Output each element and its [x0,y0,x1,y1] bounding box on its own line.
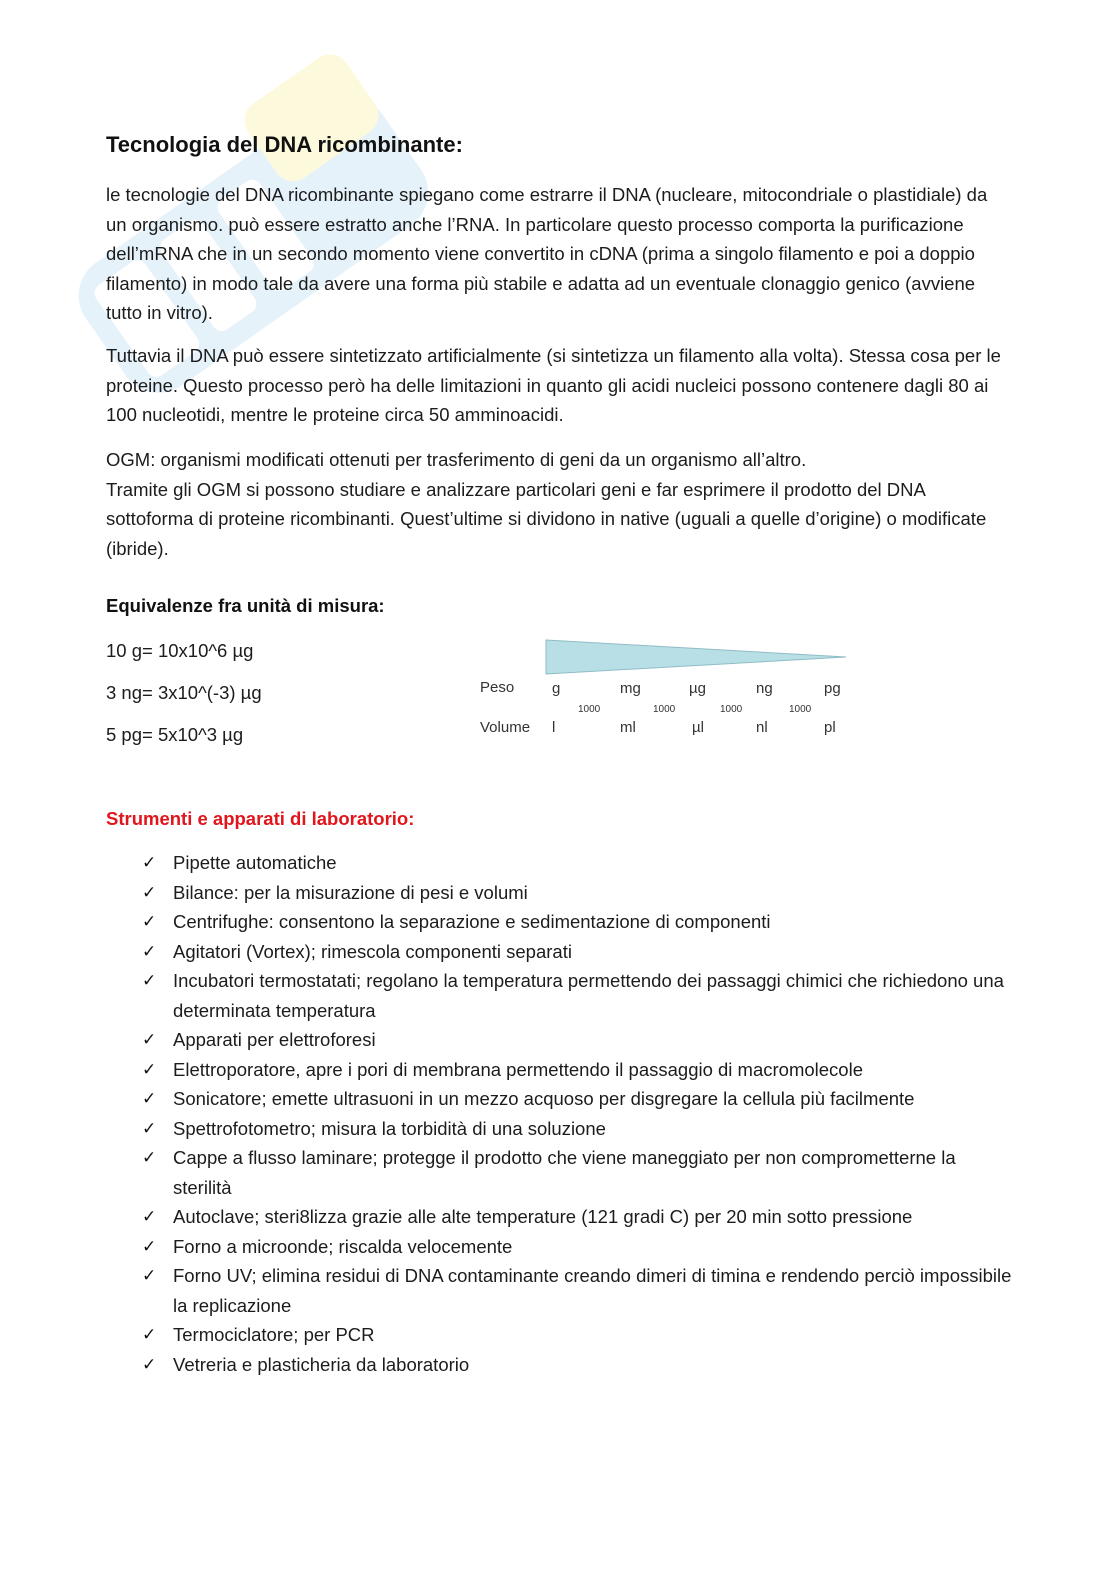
list-item [142,878,1012,908]
checkmark-icon: ✓ [142,882,157,902]
list-item [142,1025,1012,1055]
list-item-text: Cappe a flusso laminare; protegge il prodotto che viene maneggiato per non comprometterne la sterilità [173,1147,956,1198]
volume-unit: ml [620,719,636,736]
checkmark-icon: ✓ [142,941,157,961]
list-item [142,1350,1012,1380]
conversion-factor: 1000 [653,704,676,715]
list-item [142,1232,1012,1262]
volume-unit: µl [692,719,704,736]
volume-unit: pl [824,719,836,736]
list-item-text: Centrifughe: consentono la separazione e sedimentazione di componenti [173,911,771,932]
list-item-text: Agitatori (Vortex); rimescola componenti separati [173,940,572,962]
instruments-list [142,848,1012,1379]
checkmark-icon: ✓ [142,1148,157,1167]
peso-unit: ng [756,680,773,697]
list-item-text: Incubatori termostatati; regolano la temperatura permettendo dei passaggi chimici che richiedono una determinata temperatura [173,970,1004,1021]
list-item-text: Forno a microonde; riscalda velocemente [173,1235,513,1257]
conversion-factor: 1000 [578,704,601,715]
list-item-text: Elettroporatore, apre i pori di membrana permettendo il passaggio di macromolecole [173,1058,863,1080]
checkmark-icon: ✓ [142,853,157,872]
list-item [142,966,1012,1025]
volume-label: Volume [480,719,531,736]
page-title: Tecnologia del DNA ricombinante: [106,132,463,157]
list-item [142,848,1012,878]
checkmark-icon: ✓ [142,1236,157,1256]
ogm-description: Tramite gli OGM si possono studiare e analizzare particolari geni e far esprimere il prodotto del DNA sottoforma di proteine ricombinanti. Quest’ultime si dividono in native (uguali a quelle d’origine) o modificate (ibride). [106,478,987,559]
list-item [142,1261,1012,1320]
checkmark-icon: ✓ [142,1207,157,1226]
equivalence-3: 5 pg= 5x10^3 µg [106,724,244,745]
checkmark-icon: ✓ [142,1118,157,1138]
list-item [142,1202,1012,1232]
conversion-factor: 1000 [789,704,812,715]
list-item-text: Bilance: per la misurazione di pesi e volumi [173,881,528,903]
list-item [142,1055,1012,1085]
conversion-factor: 1000 [720,704,743,715]
list-item-text: Vetreria e plasticheria da laboratorio [173,1353,470,1375]
instruments-heading: Strumenti e apparati di laboratorio: [106,808,415,829]
checkmark-icon: ✓ [142,1030,157,1049]
list-item [142,907,1012,937]
decreasing-scale-wedge [546,640,846,674]
peso-unit: pg [824,680,841,697]
peso-unit: mg [620,680,641,697]
list-item-text: Spettrofotometro; misura la torbidità di una soluzione [173,1117,606,1139]
list-item-text: Forno UV; elimina residui di DNA contaminante creando dimeri di timina e rendendo perciò impossibile la replicazione [173,1265,1012,1316]
ogm-definition: OGM: organismi modificati ottenuti per trasferimento di geni da un organismo all’altro. [106,449,807,470]
list-item-text: Pipette automatiche [173,852,337,873]
paragraph-ogm [106,445,1006,563]
list-item [142,1114,1012,1144]
list-item [142,1084,1012,1114]
peso-unit: µg [689,680,706,697]
peso-unit: g [552,680,561,697]
checkmark-icon: ✓ [142,1059,157,1079]
paragraph-synthesis: Tuttavia il DNA può essere sintetizzato artificialmente (si sintetizza un filamento alla volta). Stessa cosa per le proteine. Questo processo però ha delle limitazioni in quanto gli acidi nucleici possono contenere dagli 80 ai 100 nucleotidi, mentre le proteine circa 50 amminoacidi. [106,345,1001,425]
list-item-text: Autoclave; steri8lizza grazie alle alte temperature (121 gradi C) per 20 min sotto pressione [173,1206,913,1227]
checkmark-icon: ✓ [142,1354,157,1374]
list-item [142,1320,1012,1350]
checkmark-icon: ✓ [142,912,157,931]
volume-unit: nl [756,719,768,736]
checkmark-icon: ✓ [142,1266,157,1285]
list-item [142,937,1012,967]
checkmark-icon: ✓ [142,1325,157,1344]
units-diagram [466,632,866,742]
equivalence-2: 3 ng= 3x10^(-3) µg [106,682,262,703]
volume-unit: l [552,719,556,736]
equivalence-1: 10 g= 10x10^6 µg [106,640,254,661]
paragraph-intro: le tecnologie del DNA ricombinante spiegano come estrarre il DNA (nucleare, mitocondriale o plastidiale) da un organismo. può essere estratto anche l’RNA. In particolare questo processo comporta la purificazione dell’mRNA che in un secondo momento viene convertito in cDNA (prima a singolo filamento e poi a doppio filamento) in modo tale da avere una forma più stabile e adatta ad un eventuale clonaggio genico (avviene tutto in vitro). [106,184,988,323]
checkmark-icon: ✓ [142,971,157,990]
units-heading: Equivalenze fra unità di misura: [106,595,385,616]
list-item-text: Apparati per elettroforesi [173,1029,376,1050]
peso-label: Peso [480,679,515,696]
list-item-text: Sonicatore; emette ultrasuoni in un mezzo acquoso per disgregare la cellula più facilmente [173,1088,915,1109]
list-item-text: Termociclatore; per PCR [173,1324,375,1345]
checkmark-icon: ✓ [142,1089,157,1108]
list-item [142,1143,1012,1202]
